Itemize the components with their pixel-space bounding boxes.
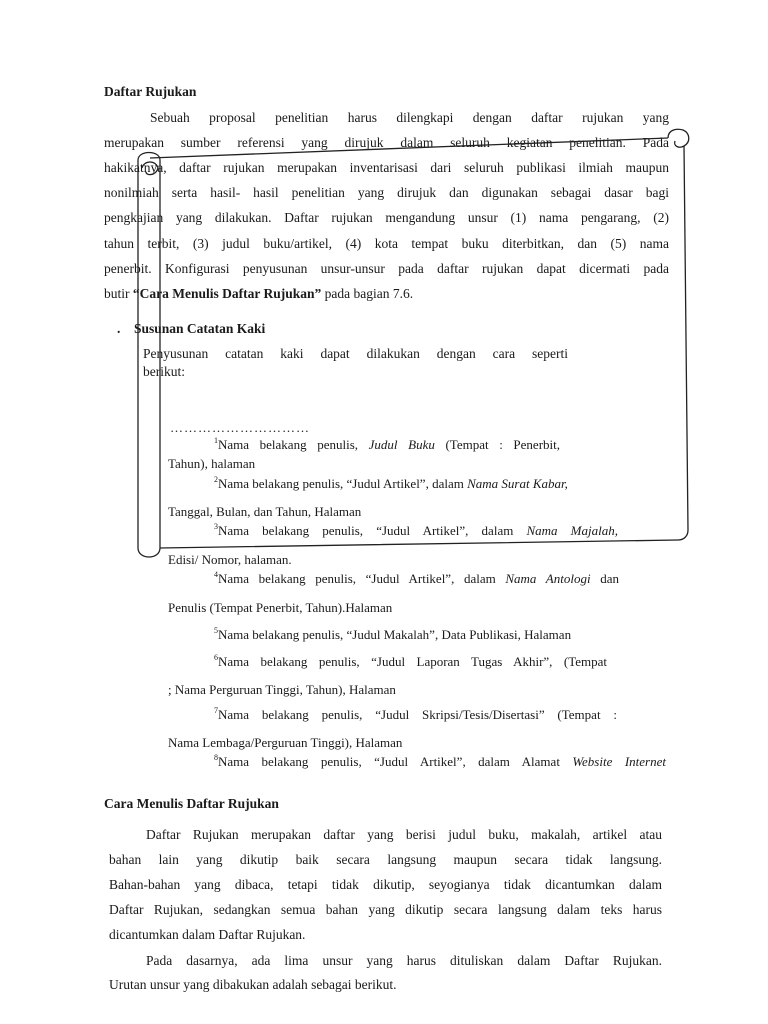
paragraph-line: Pada dasarnya, ada lima unsur yang harus dituliskan dalam Daftar Rujukan. (146, 953, 662, 968)
footnote-2-cont: Tanggal, Bulan, dan Tahun, Halaman (168, 504, 362, 519)
footnote-4-cont: Penulis (Tempat Penerbit, Tahun).Halaman (168, 600, 393, 615)
paragraph-line: merupakan sumber referensi yang dirujuk dalam seluruh kegiatan penelitian. Pada (104, 135, 669, 150)
footnote-6-cont: ; Nama Perguruan Tinggi, Tahun), Halaman (168, 682, 396, 697)
footnote-7-cont: Nama Lembaga/Perguruan Tinggi), Halaman (168, 735, 403, 750)
paragraph-line: bahan lain yang dikutip baik secara langsung maupun secara tidak langsung. (109, 852, 662, 867)
paragraph-line: dicantumkan dalam Daftar Rujukan. (109, 927, 306, 942)
list-bullet: . (117, 321, 121, 336)
intro-line: Penyusunan catatan kaki dapat dilakukan dengan cara seperti (143, 346, 568, 361)
paragraph-line: Sebuah proposal penelitian harus dilengkapi dengan daftar rujukan yang (150, 110, 669, 125)
paragraph-line: tahun terbit, (3) judul buku/artikel, (4) kota tempat buku diterbitkan, dan (5) nama (104, 236, 669, 251)
paragraph-line: Daftar Rujukan merupakan daftar yang berisi judul buku, makalah, artikel atau (146, 827, 662, 842)
footnote-8: $^8$Nama belakang penulis, “Judul Artikel”, dalam Alamat Website Internet (214, 753, 666, 769)
footnote-2: $^2$Nama belakang penulis, “Judul Artikel”, dalam Nama Surat Kabar, (214, 475, 568, 491)
footnote-5: $^5$Nama belakang penulis, “Judul Makalah”, Data Publikasi, Halaman (214, 626, 572, 642)
footnote-6: $^6$Nama belakang penulis, “Judul Laporan Tugas Akhir”, (Tempat (214, 653, 607, 669)
footnote-1-cont: Tahun), halaman (168, 456, 256, 471)
footnote-3: $^3$Nama belakang penulis, “Judul Artikel”, dalam Nama Majalah, (214, 522, 618, 538)
paragraph-line: pengkajian yang dilakukan. Daftar rujukan mengandung unsur (1) nama pengarang, (2) (104, 210, 669, 225)
section-heading-cara-menulis: Cara Menulis Daftar Rujukan (104, 796, 279, 811)
paragraph-line: nonilmiah serta hasil- hasil penelitian yang dirujuk dan digunakan sebagai dasar bagi (104, 185, 669, 200)
footnote-1: $^1$Nama belakang penulis, Judul Buku (Tempat : Penerbit, (214, 436, 561, 452)
paragraph-line: Bahan-bahan yang dibaca, tetapi tidak dikutip, seyogianya tidak dicantumkan dalam (109, 877, 662, 892)
section-heading-daftar-rujukan: Daftar Rujukan (104, 84, 197, 99)
footnote-4: $^4$Nama belakang penulis, “Judul Artikel”, dalam Nama Antologi dan (214, 570, 619, 586)
footnote-7: $^7$Nama belakang penulis, “Judul Skripsi/Tesis/Disertasi” (Tempat : (214, 706, 617, 722)
paragraph-line: Daftar Rujukan, sedangkan semua bahan yang dikutip secara langsung dalam teks harus (109, 902, 662, 917)
intro-line: berikut: (143, 364, 185, 379)
paragraph-line: hakikatnya, daftar rujukan merupakan inventarisasi dari seluruh publikasi ilmiah maupun (104, 160, 669, 175)
section-heading-susunan-catatan-kaki: Susunan Catatan Kaki (134, 321, 266, 336)
bold-reference: “Cara Menulis Daftar Rujukan” (132, 286, 322, 301)
paragraph-line: Urutan unsur yang dibakukan adalah sebagai berikut. (109, 977, 397, 992)
footnote-3-cont: Edisi/ Nomor, halaman. (168, 552, 292, 567)
dotted-separator: ………………………… (170, 420, 310, 435)
paragraph-line: butir “Cara Menulis Daftar Rujukan” pada bagian 7.6. (104, 286, 414, 301)
paragraph-line: penerbit. Konfigurasi penyusunan unsur-unsur pada daftar rujukan dapat dicermati pada (104, 261, 669, 276)
